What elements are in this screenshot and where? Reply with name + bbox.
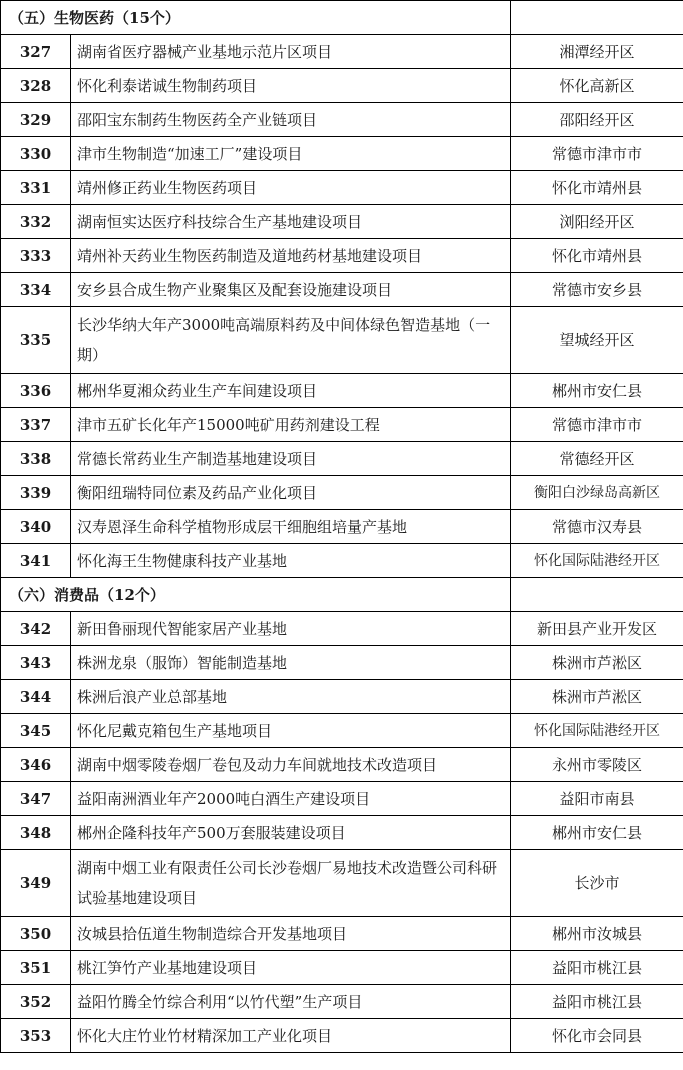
section-empty-cell <box>511 1 683 35</box>
project-name: 湖南恒实达医疗科技综合生产基地建设项目 <box>71 205 511 239</box>
project-location: 株洲市芦淞区 <box>511 646 683 680</box>
project-name: 常德长常药业生产制造基地建设项目 <box>71 442 511 476</box>
project-location: 益阳市桃江县 <box>511 985 683 1019</box>
project-location: 怀化高新区 <box>511 69 683 103</box>
project-name: 怀化大庄竹业竹材精深加工产业化项目 <box>71 1019 511 1053</box>
project-location: 浏阳经开区 <box>511 205 683 239</box>
project-name: 湖南省医疗器械产业基地示范片区项目 <box>71 35 511 69</box>
table-row <box>1 985 683 1019</box>
section-header-row <box>1 578 683 612</box>
table-row <box>1 917 683 951</box>
table-row <box>1 680 683 714</box>
section-empty-cell <box>511 578 683 612</box>
project-name: 津市五矿长化年产15000吨矿用药剂建设工程 <box>71 408 511 442</box>
section-header-row <box>1 1 683 35</box>
row-number: 332 <box>1 205 71 239</box>
project-location: 常德市津市市 <box>511 408 683 442</box>
project-location: 永州市零陵区 <box>511 748 683 782</box>
project-location: 新田县产业开发区 <box>511 612 683 646</box>
project-name: 株洲龙泉（服饰）智能制造基地 <box>71 646 511 680</box>
project-name: 株洲后浪产业总部基地 <box>71 680 511 714</box>
row-number: 330 <box>1 137 71 171</box>
row-number: 336 <box>1 374 71 408</box>
table-row <box>1 476 683 510</box>
table-row <box>1 442 683 476</box>
row-number: 337 <box>1 408 71 442</box>
row-number: 333 <box>1 239 71 273</box>
table-row <box>1 69 683 103</box>
project-location: 益阳市南县 <box>511 782 683 816</box>
row-number: 335 <box>1 307 71 374</box>
project-name: 新田鲁丽现代智能家居产业基地 <box>71 612 511 646</box>
row-number: 331 <box>1 171 71 205</box>
project-location: 怀化市靖州县 <box>511 171 683 205</box>
table-row <box>1 1019 683 1053</box>
row-number: 327 <box>1 35 71 69</box>
project-location: 邵阳经开区 <box>511 103 683 137</box>
project-name: 怀化利泰诺诚生物制药项目 <box>71 69 511 103</box>
row-number: 328 <box>1 69 71 103</box>
project-location: 湘潭经开区 <box>511 35 683 69</box>
project-location: 郴州市汝城县 <box>511 917 683 951</box>
project-name: 桃江笋竹产业基地建设项目 <box>71 951 511 985</box>
row-number: 350 <box>1 917 71 951</box>
project-location: 衡阳白沙绿岛高新区 <box>511 476 683 510</box>
table-row <box>1 646 683 680</box>
row-number: 346 <box>1 748 71 782</box>
project-location: 常德市津市市 <box>511 137 683 171</box>
row-number: 349 <box>1 850 71 917</box>
project-location: 郴州市安仁县 <box>511 816 683 850</box>
table-row <box>1 612 683 646</box>
row-number: 338 <box>1 442 71 476</box>
project-name: 怀化海王生物健康科技产业基地 <box>71 544 511 578</box>
row-number: 351 <box>1 951 71 985</box>
project-name: 湖南中烟工业有限责任公司长沙卷烟厂易地技术改造暨公司科研试验基地建设项目 <box>71 850 511 917</box>
project-name: 邵阳宝东制药生物医药全产业链项目 <box>71 103 511 137</box>
project-name: 怀化尼戴克箱包生产基地项目 <box>71 714 511 748</box>
project-location: 益阳市桃江县 <box>511 951 683 985</box>
project-location: 长沙市 <box>511 850 683 917</box>
project-location: 怀化国际陆港经开区 <box>511 714 683 748</box>
table-row <box>1 103 683 137</box>
table-row <box>1 782 683 816</box>
row-number: 348 <box>1 816 71 850</box>
row-number: 343 <box>1 646 71 680</box>
table-row <box>1 408 683 442</box>
row-number: 347 <box>1 782 71 816</box>
table-row <box>1 714 683 748</box>
table-row <box>1 850 683 917</box>
project-location: 株洲市芦淞区 <box>511 680 683 714</box>
table-row <box>1 816 683 850</box>
table-row <box>1 307 683 374</box>
row-number: 329 <box>1 103 71 137</box>
project-name: 湖南中烟零陵卷烟厂卷包及动力车间就地技术改造项目 <box>71 748 511 782</box>
table-row <box>1 137 683 171</box>
row-number: 339 <box>1 476 71 510</box>
project-location: 郴州市安仁县 <box>511 374 683 408</box>
project-name: 汝城县拾伍道生物制造综合开发基地项目 <box>71 917 511 951</box>
project-name: 靖州补天药业生物医药制造及道地药材基地建设项目 <box>71 239 511 273</box>
table-row <box>1 205 683 239</box>
project-location: 常德经开区 <box>511 442 683 476</box>
table-row <box>1 35 683 69</box>
project-location: 常德市汉寿县 <box>511 510 683 544</box>
section-title: （六）消费品（12个） <box>1 578 511 612</box>
project-location: 怀化市靖州县 <box>511 239 683 273</box>
table-row <box>1 171 683 205</box>
row-number: 340 <box>1 510 71 544</box>
project-location: 怀化国际陆港经开区 <box>511 544 683 578</box>
project-name: 衡阳纽瑞特同位素及药品产业化项目 <box>71 476 511 510</box>
project-location: 望城经开区 <box>511 307 683 374</box>
row-number: 352 <box>1 985 71 1019</box>
project-name: 长沙华纳大年产3000吨高端原料药及中间体绿色智造基地（一期） <box>71 307 511 374</box>
table-row <box>1 544 683 578</box>
project-name: 安乡县合成生物产业聚集区及配套设施建设项目 <box>71 273 511 307</box>
section-title: （五）生物医药（15个） <box>1 1 511 35</box>
table-row <box>1 951 683 985</box>
row-number: 334 <box>1 273 71 307</box>
project-name: 靖州修正药业生物医药项目 <box>71 171 511 205</box>
table-row <box>1 239 683 273</box>
table-row <box>1 273 683 307</box>
row-number: 344 <box>1 680 71 714</box>
project-name: 郴州企隆科技年产500万套服装建设项目 <box>71 816 511 850</box>
project-name: 津市生物制造“加速工厂”建设项目 <box>71 137 511 171</box>
table-row <box>1 374 683 408</box>
project-location: 怀化市会同县 <box>511 1019 683 1053</box>
project-name: 益阳南洲酒业年产2000吨白酒生产建设项目 <box>71 782 511 816</box>
project-name: 郴州华夏湘众药业生产车间建设项目 <box>71 374 511 408</box>
row-number: 342 <box>1 612 71 646</box>
table-row <box>1 748 683 782</box>
project-name: 汉寿恩泽生命科学植物形成层干细胞组培量产基地 <box>71 510 511 544</box>
row-number: 341 <box>1 544 71 578</box>
project-name: 益阳竹腾全竹综合利用“以竹代塑”生产项目 <box>71 985 511 1019</box>
table-row <box>1 510 683 544</box>
row-number: 353 <box>1 1019 71 1053</box>
project-location: 常德市安乡县 <box>511 273 683 307</box>
row-number: 345 <box>1 714 71 748</box>
